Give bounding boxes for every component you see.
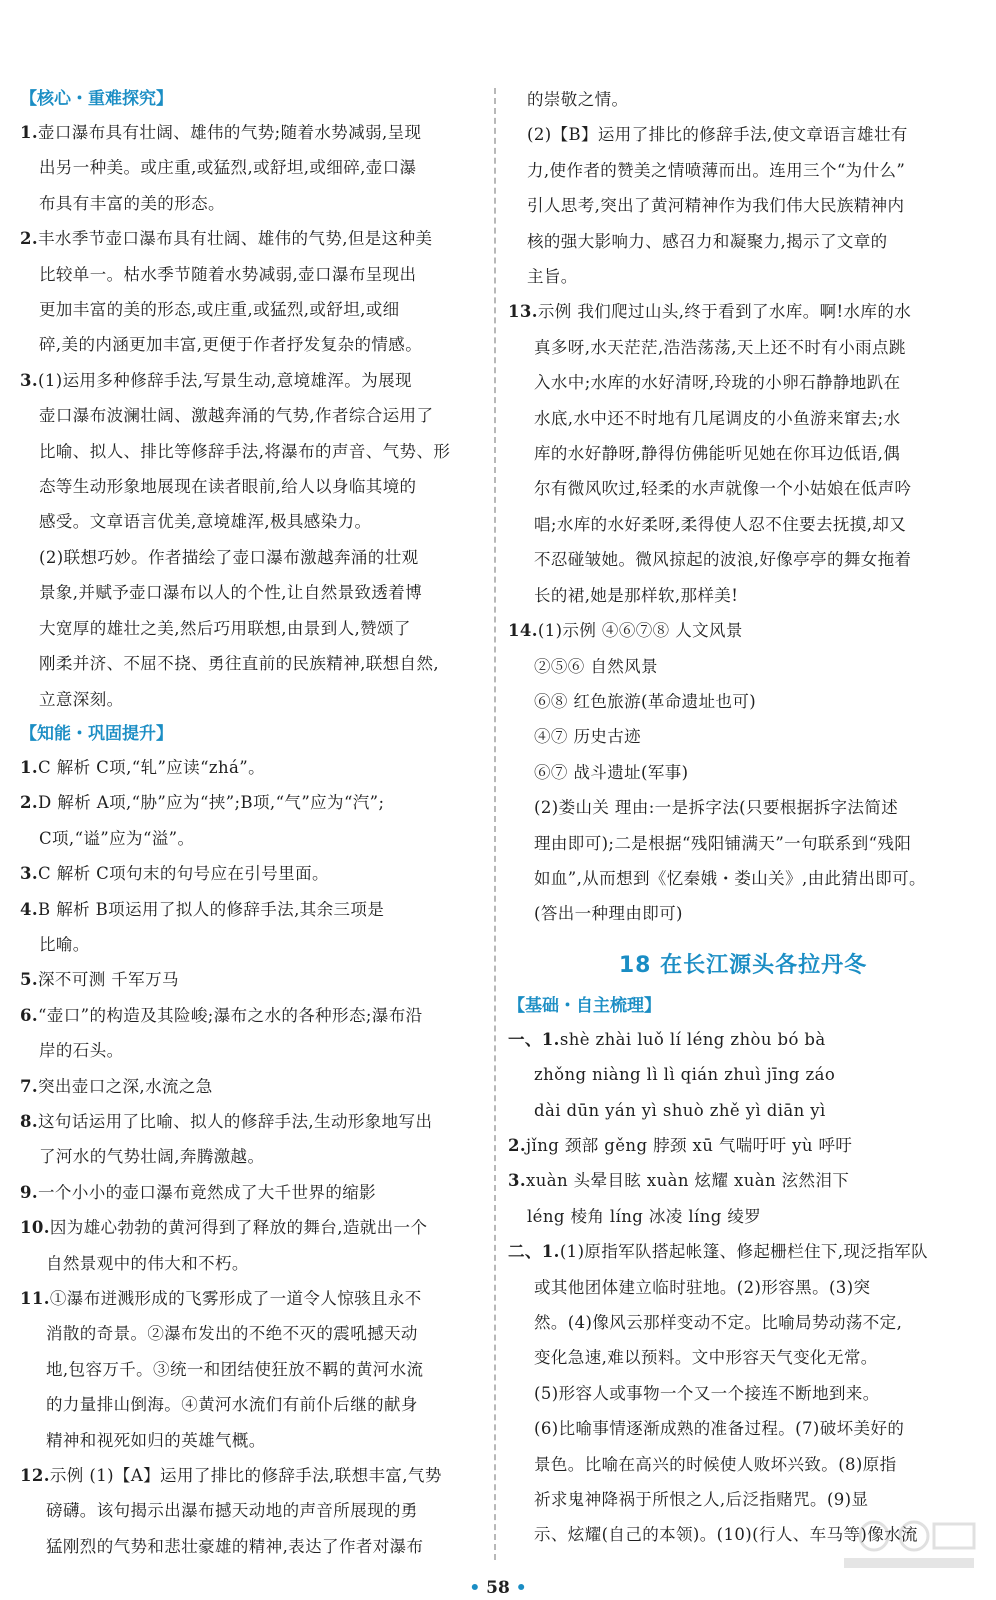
item-number: 一、1.: [508, 1029, 560, 1049]
text-line: [508, 578, 978, 613]
item-number: 7.: [20, 1076, 39, 1096]
text-line: [20, 186, 485, 221]
text-line: [508, 224, 978, 259]
line-text: 猛刚烈的气势和悲壮豪雄的精神,表达了作者对瀑布: [46, 1536, 424, 1556]
text-line: [508, 188, 978, 223]
line-text: 祈求鬼神降祸于所恨之人,后泛指赌咒。(9)显: [534, 1490, 869, 1510]
item-number: 3.: [508, 1171, 527, 1191]
text-line: [508, 1093, 978, 1128]
text-line: [508, 790, 978, 825]
text-line: [20, 962, 485, 997]
line-text: (2)联想巧妙。作者描绘了壶口瀑布激越奔涌的壮观: [39, 547, 419, 567]
line-text: 深不可测 千军万马: [38, 970, 179, 990]
text-line: [20, 257, 485, 292]
line-text: ①瀑布迸溅形成的飞雾形成了一道令人惊骇且永不: [49, 1289, 422, 1308]
line-text: 地,包容万千。③统一和团结使狂放不羁的黄河水流: [46, 1359, 424, 1379]
text-line: [20, 1316, 485, 1351]
text-line: [508, 1057, 978, 1092]
text-line: [20, 856, 485, 891]
answer-list-consolidate: [20, 750, 485, 1564]
item-number: 1.: [20, 123, 39, 142]
text-line: [20, 1529, 485, 1564]
page-dot-left: •: [469, 1578, 481, 1598]
line-text: 壶口瀑布波澜壮阔、激越奔涌的气势,作者综合运用了: [39, 406, 434, 426]
line-text: ⑥⑦ 战斗遗址(军事): [534, 762, 689, 782]
line-text: 比较单一。枯水季节随着水势减弱,壶口瀑布呈现出: [39, 264, 417, 284]
text-line: [508, 507, 978, 542]
text-line: [20, 1493, 485, 1528]
left-column: [20, 82, 485, 1564]
line-text: 这句话运用了比喻、拟人的修辞手法,生动形象地写出: [38, 1111, 433, 1131]
text-line: [20, 292, 485, 327]
answer-list-core: [20, 115, 485, 717]
line-text: 示例 (1)【A】运用了排比的修辞手法,联想丰富,气势: [49, 1466, 442, 1486]
line-text: C项,“谥”应为“溢”。: [39, 828, 195, 848]
line-text: (答出一种理由即可): [534, 904, 683, 924]
watermark-logo: [834, 1514, 984, 1574]
item-number: 10.: [20, 1218, 50, 1238]
text-line: [20, 1352, 485, 1387]
line-text: B 解析 B项运用了拟人的修辞手法,其余三项是: [38, 899, 385, 919]
text-line: [508, 542, 978, 577]
item-number: 11.: [20, 1289, 50, 1308]
item-number: 8.: [20, 1111, 39, 1131]
line-text: 如血”,从而想到《忆秦娥・娄山关》,由此猜出即可。: [534, 868, 926, 888]
text-line: [508, 1305, 978, 1340]
item-number: 1.: [20, 757, 39, 777]
text-line: [508, 1447, 978, 1482]
line-text: (2)【B】运用了排比的修辞手法,使文章语言雄壮有: [527, 125, 908, 145]
text-line: [20, 1139, 485, 1174]
text-line: [508, 1128, 978, 1163]
line-text: 示例 我们爬过山头,终于看到了水库。啊!水库的水: [537, 302, 912, 322]
item-number: 6.: [20, 1005, 39, 1025]
line-text: 变化急速,难以预料。文中形容天气变化无常。: [534, 1348, 878, 1368]
line-text: 景色。比喻在高兴的时候使人败坏兴致。(8)原指: [534, 1454, 897, 1474]
item-number: 3.: [20, 864, 39, 884]
line-text: 引人思考,突出了黄河精神作为我们伟大民族精神内: [527, 196, 905, 216]
line-text: 然。(4)像风云那样变动不定。比喻局势动荡不定,: [534, 1313, 903, 1332]
line-text: dài dūn yán yì shuò zhě yì diān yì: [534, 1100, 826, 1120]
line-text: 入水中;水库的水好清呀,玲珑的小卵石静静地趴在: [534, 373, 901, 393]
answer-list-continued: [508, 82, 978, 932]
line-text: 突出壶口之深,水流之急: [38, 1076, 213, 1096]
text-line: [508, 259, 978, 294]
text-line: [20, 363, 485, 398]
text-line: [20, 1246, 485, 1281]
text-line: [508, 1270, 978, 1305]
line-text: ②⑤⑥ 自然风景: [534, 656, 658, 676]
text-line: [508, 719, 978, 754]
line-text: 刚柔并济、不屈不挠、勇往直前的民族精神,联想自然,: [39, 654, 439, 674]
text-line: [20, 1104, 485, 1139]
text-line: [508, 649, 978, 684]
text-line: [508, 1022, 978, 1057]
line-text: 唱;水库的水好柔呀,柔得使人忍不住要去抚摸,却又: [534, 514, 907, 534]
item-number: 4.: [20, 899, 39, 919]
text-line: [508, 826, 978, 861]
text-line: [508, 82, 978, 117]
line-text: 岸的石头。: [39, 1041, 124, 1061]
line-text: xuàn 头晕目眩 xuàn 炫耀 xuàn 泫然泪下: [526, 1171, 850, 1191]
text-line: [508, 861, 978, 896]
item-number: 12.: [20, 1466, 50, 1486]
chapter-title: 18 在长江源头各拉丹冬: [618, 952, 868, 978]
line-text: (1)原指军队搭起帐篷、修起栅栏住下,现泛指军队: [559, 1242, 929, 1262]
line-text: ④⑦ 历史古迹: [534, 727, 642, 747]
line-text: 大宽厚的雄壮之美,然后巧用联想,由景到人,赞颂了: [39, 618, 411, 638]
text-line: [20, 540, 485, 575]
line-text: 壶口瀑布具有壮阔、雄伟的气势;随着水势减弱,呈现: [38, 123, 422, 142]
text-line: [508, 1340, 978, 1375]
line-text: 真多呀,水天茫茫,浩浩荡荡,天上还不时有小雨点跳: [534, 337, 906, 357]
line-text: (1)示例 ④⑥⑦⑧ 人文风景: [537, 621, 743, 641]
line-text: 磅礴。该句揭示出瀑布撼天动地的声音所展现的勇: [46, 1501, 418, 1521]
text-line: [508, 755, 978, 790]
line-text: 布具有丰富的美的形态。: [39, 193, 225, 213]
text-line: [508, 401, 978, 436]
text-line: [20, 1423, 485, 1458]
text-line: [508, 471, 978, 506]
line-text: 消散的奇景。②瀑布发出的不绝不灭的震吼撼天动: [46, 1324, 418, 1344]
line-text: 了河水的气势壮阔,奔腾激越。: [39, 1147, 265, 1167]
text-line: [20, 1069, 485, 1104]
item-number: 2.: [20, 793, 39, 813]
line-text: 一个小小的壶口瀑布竟然成了大千世界的缩影: [38, 1182, 377, 1202]
text-line: [20, 434, 485, 469]
text-line: [20, 115, 485, 150]
text-line: [20, 927, 485, 962]
text-line: [508, 1199, 978, 1234]
page-dot-right: •: [515, 1578, 527, 1598]
section-heading-core: 【核心・重难探究】: [20, 89, 173, 109]
text-line: [20, 1033, 485, 1068]
line-text: 感受。文章语言优美,意境雄浑,极具感染力。: [39, 512, 372, 532]
text-line: [20, 221, 485, 256]
text-line: [20, 469, 485, 504]
line-text: shè zhài luǒ lí léng zhòu bó bà: [559, 1029, 826, 1049]
text-line: [20, 150, 485, 185]
line-text: C 解析 C项句末的句号应在引号里面。: [38, 864, 329, 884]
answer-list-basics: [508, 1022, 978, 1553]
column-divider: [494, 88, 496, 1560]
line-text: 态等生动形象地展现在读者眼前,给人以身临其境的: [39, 477, 417, 497]
line-text: 理由即可);二是根据“残阳铺满天”一句联系到“残阳: [534, 833, 912, 853]
text-line: [20, 1210, 485, 1245]
item-number: 3.: [20, 370, 39, 390]
page-number-value: 58: [486, 1578, 510, 1598]
text-line: [20, 1175, 485, 1210]
text-line: [20, 821, 485, 856]
text-line: [20, 575, 485, 610]
line-text: D 解析 A项,“胁”应为“挟”;B项,“气”应为“汽”;: [38, 793, 385, 813]
text-line: [20, 1387, 485, 1422]
line-text: 出另一种美。或庄重,或猛烈,或舒坦,或细碎,壶口瀑: [39, 158, 417, 178]
text-line: [508, 1411, 978, 1446]
text-line: [20, 1458, 485, 1493]
line-text: 丰水季节壶口瀑布具有壮阔、雄伟的气势,但是这种美: [38, 229, 433, 249]
page-number: [0, 1578, 996, 1598]
line-text: 长的裙,她是那样软,那样美!: [534, 585, 739, 605]
text-line: [20, 750, 485, 785]
line-text: 因为雄心勃勃的黄河得到了释放的舞台,造就出一个: [49, 1218, 428, 1238]
line-text: 库的水好静呀,静得仿佛能听见她在你耳边低语,偶: [534, 444, 901, 464]
line-text: 碎,美的内涵更加丰富,更便于作者抒发复杂的情感。: [39, 335, 423, 355]
line-text: 力,使作者的赞美之情喷薄而出。连用三个“为什么”: [527, 160, 906, 180]
item-number: 14.: [508, 621, 538, 641]
text-line: [20, 504, 485, 539]
item-number: 9.: [20, 1182, 39, 1202]
line-text: 的崇敬之情。: [527, 90, 629, 109]
text-line: [20, 892, 485, 927]
line-text: 比喻。: [39, 934, 90, 954]
line-text: 精神和视死如归的英雄气概。: [46, 1430, 266, 1450]
text-line: [508, 365, 978, 400]
text-line: [508, 436, 978, 471]
text-line: [508, 117, 978, 152]
line-text: 更加丰富的美的形态,或庄重,或猛烈,或舒坦,或细: [39, 300, 400, 320]
line-text: 核的强大影响力、感召力和凝聚力,揭示了文章的: [527, 231, 888, 251]
text-line: [508, 1234, 978, 1269]
text-line: [508, 1376, 978, 1411]
line-text: jǐng 颈部 gěng 脖颈 xū 气喘吁吁 yù 呼吁: [526, 1135, 853, 1155]
line-text: (2)娄山关 理由:一是拆字法(只要根据拆字法简述: [534, 798, 899, 818]
text-line: [508, 153, 978, 188]
text-line: [20, 327, 485, 362]
text-line: [20, 611, 485, 646]
line-text: (5)形容人或事物一个又一个接连不断地到来。: [534, 1383, 880, 1403]
line-text: (1)运用多种修辞手法,写景生动,意境雄浑。为展现: [38, 370, 412, 390]
item-number: 2.: [508, 1135, 527, 1155]
text-line: [20, 785, 485, 820]
line-text: zhǒng niàng lì lì qián zhuì jīng záo: [534, 1065, 836, 1085]
line-text: “壶口”的构造及其险峻;瀑布之水的各种形态;瀑布沿: [38, 1005, 423, 1025]
text-line: [508, 896, 978, 931]
text-line: [508, 1163, 978, 1198]
item-number: 二、1.: [508, 1242, 560, 1262]
item-number: 13.: [508, 302, 538, 322]
item-number: 2.: [20, 229, 39, 249]
line-text: 自然景观中的伟大和不朽。: [46, 1253, 249, 1273]
text-line: [20, 398, 485, 433]
text-line: [20, 998, 485, 1033]
text-line: [508, 613, 978, 648]
text-line: [508, 684, 978, 719]
line-text: 立意深刻。: [39, 689, 124, 709]
line-text: 水底,水中还不时地有几尾调皮的小鱼游来窜去;水: [534, 408, 901, 428]
item-number: 5.: [20, 970, 39, 990]
line-text: 不忍碰皱她。微风掠起的波浪,好像亭亭的舞女拖着: [534, 550, 912, 570]
line-text: 主旨。: [527, 267, 578, 287]
line-text: 尔有微风吹过,轻柔的水声就像一个小姑娘在低声吟: [534, 479, 912, 499]
line-text: 示、炫耀(自己的本领)。(10)(行人、车马等)像水流: [534, 1525, 918, 1545]
text-line: [20, 682, 485, 717]
line-text: léng 棱角 líng 冰凌 líng 绫罗: [527, 1206, 762, 1226]
line-text: (6)比喻事情逐渐成熟的准备过程。(7)破坏美好的: [534, 1419, 905, 1439]
section-heading-basics: 【基础・自主梳理】: [508, 995, 661, 1016]
line-text: ⑥⑧ 红色旅游(革命遗址也可): [534, 691, 757, 711]
line-text: 或其他团体建立临时驻地。(2)形容黑。(3)突: [534, 1277, 871, 1297]
text-line: [20, 1281, 485, 1316]
section-heading-consolidate: 【知能・巩固提升】: [20, 723, 173, 744]
text-line: [508, 330, 978, 365]
right-column: [508, 82, 978, 1553]
line-text: 的力量排山倒海。④黄河水流们有前仆后继的献身: [46, 1395, 418, 1415]
text-line: [508, 294, 978, 329]
line-text: C 解析 C项,“轧”应读“zhá”。: [38, 757, 266, 777]
line-text: 景象,并赋予壶口瀑布以人的个性,让自然景致透着博: [39, 583, 423, 603]
line-text: 比喻、拟人、排比等修辞手法,将瀑布的声音、气势、形: [39, 441, 451, 461]
text-line: [508, 1482, 978, 1517]
text-line: [20, 646, 485, 681]
